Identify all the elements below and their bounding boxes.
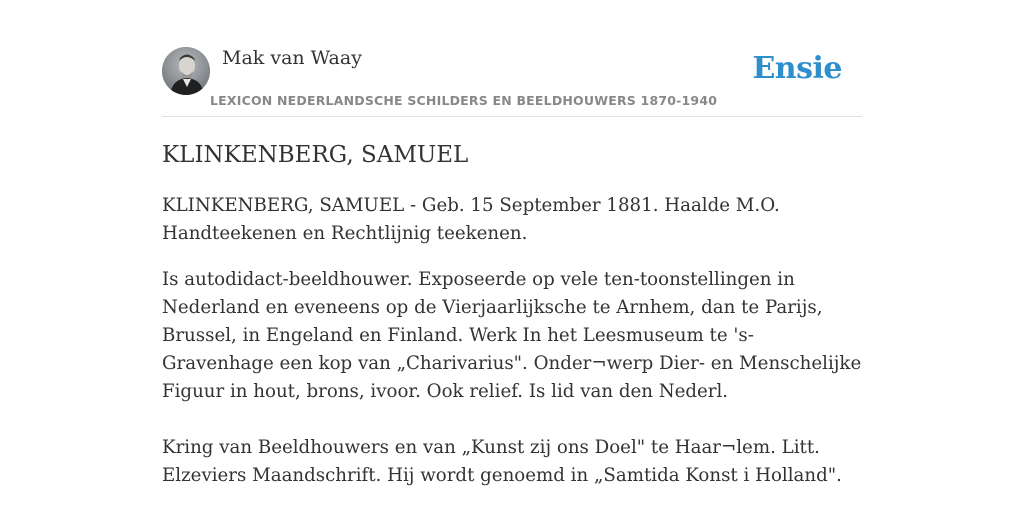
ensie-logo[interactable]: Ensie: [752, 51, 842, 86]
article-title: KLINKENBERG, SAMUEL: [162, 142, 469, 168]
article-body: [162, 192, 864, 508]
article-paragraph: KLINKENBERG, SAMUEL - Geb. 15 September 1881. Haalde M.O. Handteekenen en Rechtlijnig teekenen.: [162, 195, 780, 244]
author-name[interactable]: Mak van Waay: [222, 47, 362, 69]
article-paragraph: Kring van Beeldhouwers en van „Kunst zij ons Doel" te Haar¬lem. Litt. Elzeviers Maandschrift. Hij wordt genoemd in „Samtida Konst i Holland".: [162, 437, 842, 486]
source-title[interactable]: LEXICON NEDERLANDSCHE SCHILDERS EN BEELDHOUWERS 1870-1940: [210, 93, 718, 108]
portrait-icon: [162, 47, 210, 95]
author-avatar[interactable]: [162, 47, 210, 95]
article-paragraph: Is autodidact-beeldhouwer. Exposeerde op vele ten-toonstellingen in Nederland en eveneens op de Vierjaarlijksche te Arnhem, dan te Parijs, Brussel, in Engeland en Finland. Werk In het Leesmuseum te 's-Gravenhage een kop van „Charivarius". Onder¬werp Dier- en Menschelijke Figuur in hout, brons, ivoor. Ook relief. Is lid van den Nederl.: [162, 269, 862, 402]
article-header: [162, 46, 862, 117]
